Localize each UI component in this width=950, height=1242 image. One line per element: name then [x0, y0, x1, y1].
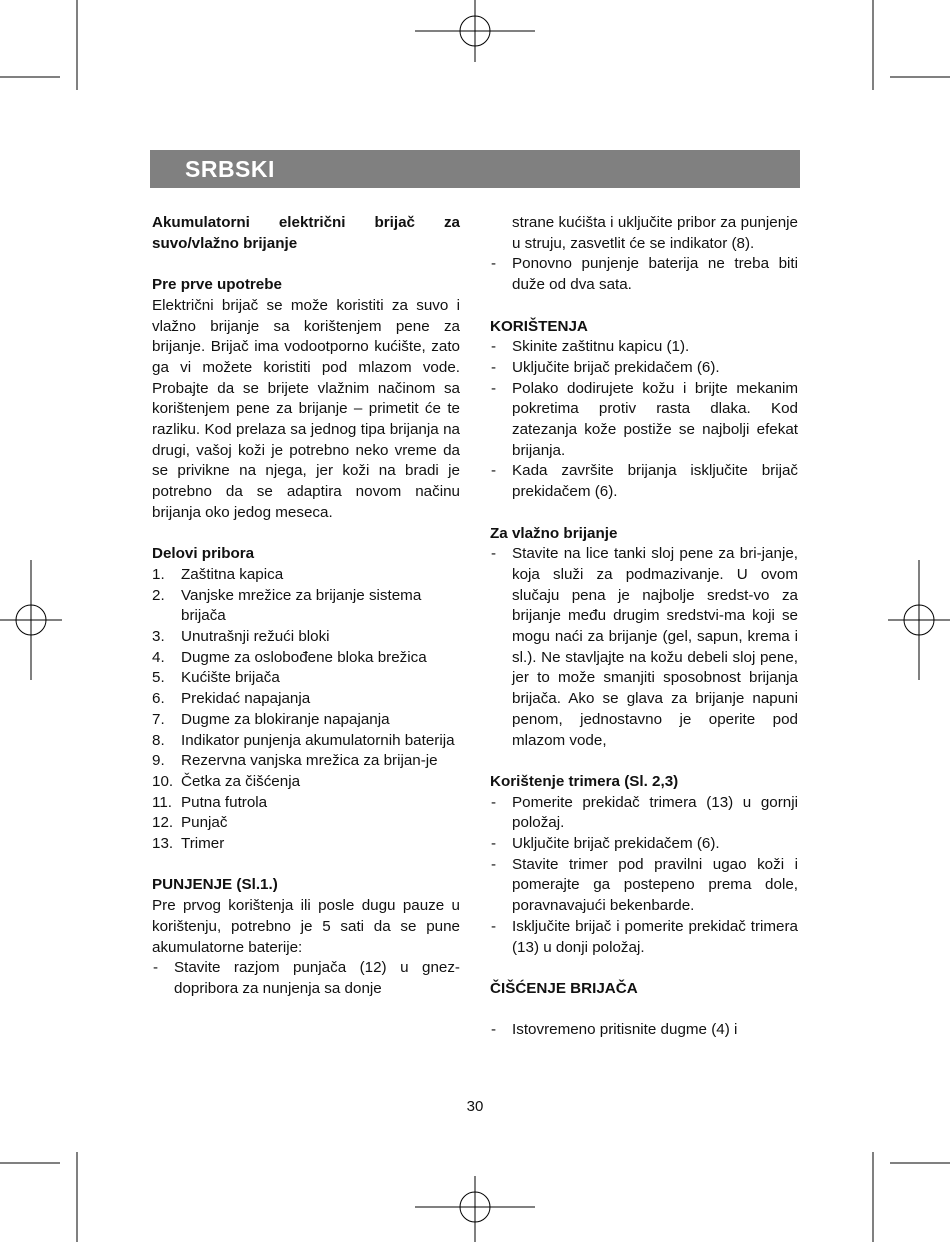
language-title: SRBSKI [185, 156, 275, 182]
section-heading-wet-shaving: Za vlažno brijanje [490, 524, 618, 542]
list-item: - Stavite trimer pod pravilni ugao koži i pomerajte ga postepeno prema dole, poravnavajući bekenbarde. [491, 855, 798, 915]
section-heading-trimmer: Korištenje trimera (Sl. 2,3) [490, 772, 679, 790]
list-item: - Isključite brijač i pomerite prekidač trimera (13) u donji položaj. [491, 917, 798, 956]
list-item: 3. Unutrašnji režući bloki [152, 628, 330, 646]
list-item: 2. Vanjske mrežice za brijanje sistema brijača [152, 586, 422, 625]
list-item: - Uključite brijač prekidačem (6). [491, 358, 720, 376]
list-item: 11. Putna futrola [152, 793, 268, 811]
left-column [152, 213, 460, 1000]
section-heading-charging: PUNJENJE (Sl.1.) [152, 876, 278, 894]
list-item: - Pomerite prekidač trimera (13) u gornji položaj. [491, 793, 798, 832]
parts-list [152, 565, 460, 855]
list-item: 6. Prekidać napajanja [152, 690, 311, 708]
section-text-first-use: Električni brijač se može koristiti za suvo i vlažno brijanje sa korištenjem pene za brijanje. Brijač ima vodootporno kućište, zato ga vi možete koristiti pod mlazom vode. Probajte da se brijete vlažnim načinom sa korištenjem pene za brijanje – primetit će te razliku. Kod prelaza sa jednog tipa brijanja na drugi, vašoj koži je potrebno neko vreme da se privikne na njega, jer koži na bradi je potrebno da se adaptira novom načinu brijanja oko jedog meseca. [152, 296, 460, 521]
list-item: 12. Punjač [152, 814, 228, 832]
list-item: - Istovremeno pritisnite dugme (4) i [491, 1021, 738, 1039]
right-column [490, 213, 798, 1041]
charging-item-continued: strane kućišta i uključite pribor za punjenje u struju, zasvetlit će se indikator (8). [512, 214, 798, 252]
list-item: 7. Dugme za blokiranje napajanja [152, 710, 390, 728]
list-item: - Ponovno punjenje baterija ne treba biti duže od dva sata. [491, 255, 798, 294]
document-title: Akumulatorni električni brijač za suvo/vlažno brijanje [152, 214, 460, 252]
list-item: - Uključite brijač prekidačem (6). [491, 835, 720, 853]
list-item: 5. Kućište brijača [152, 669, 280, 687]
list-item: - Kada završite brijanja isključite brijač prekidačem (6). [491, 462, 798, 501]
section-heading-cleaning: ČIŠĆENJE BRIJAČA [490, 979, 638, 997]
list-item: 9. Rezervna vanjska mrežica za brijan-je [152, 752, 438, 770]
language-banner [150, 150, 800, 188]
list-item: - Stavite razjom punjača (12) u gnez-dopribora za nunjenja sa donje [153, 959, 460, 997]
list-item: - Stavite na lice tanki sloj pene za bri-janje, koja služi za podmazivanje. U ovom slučaju pena je najbolje sredst-vo za brijanje među drugim sredstvi-ma koji se mogu naći za brijanje (gel, sapun, krema i sl.). Ne stavljajte na kožu debeli sloj pene, jer to može smanjiti sposobnost brijanja brijača. Ako se glava za brijanje napuni penom, jednostavno je operite pod mlazom vode, [491, 545, 798, 749]
list-item: 13. Trimer [152, 835, 225, 853]
list-item: - Skinite zaštitnu kapicu (1). [491, 338, 690, 356]
page-number: 30 [466, 1098, 484, 1115]
section-heading-usage: KORIŠTENJA [490, 317, 588, 335]
list-item: 4. Dugme za oslobođene bloka brežica [152, 648, 427, 666]
list-item: - Polako dodirujete kožu i brijte mekanim pokretima protiv rasta dlaka. Kod zatezanja kože postiže se najbolji efekat brijanja. [491, 379, 798, 459]
list-item: 8. Indikator punjenja akumulatornih baterija [152, 731, 455, 749]
section-heading-first-use: Pre prve upotrebe [152, 276, 282, 294]
section-heading-parts: Delovi pribora [152, 545, 255, 563]
list-item: 10. Četka za čišćenja [152, 772, 301, 790]
section-text-charging: Pre prvog korištenja ili posle dugu pauze u korištenju, potrebno je 5 sati da se pune akumulatorne baterije: [152, 897, 460, 956]
list-item: 1. Zaštitna kapica [152, 565, 284, 583]
